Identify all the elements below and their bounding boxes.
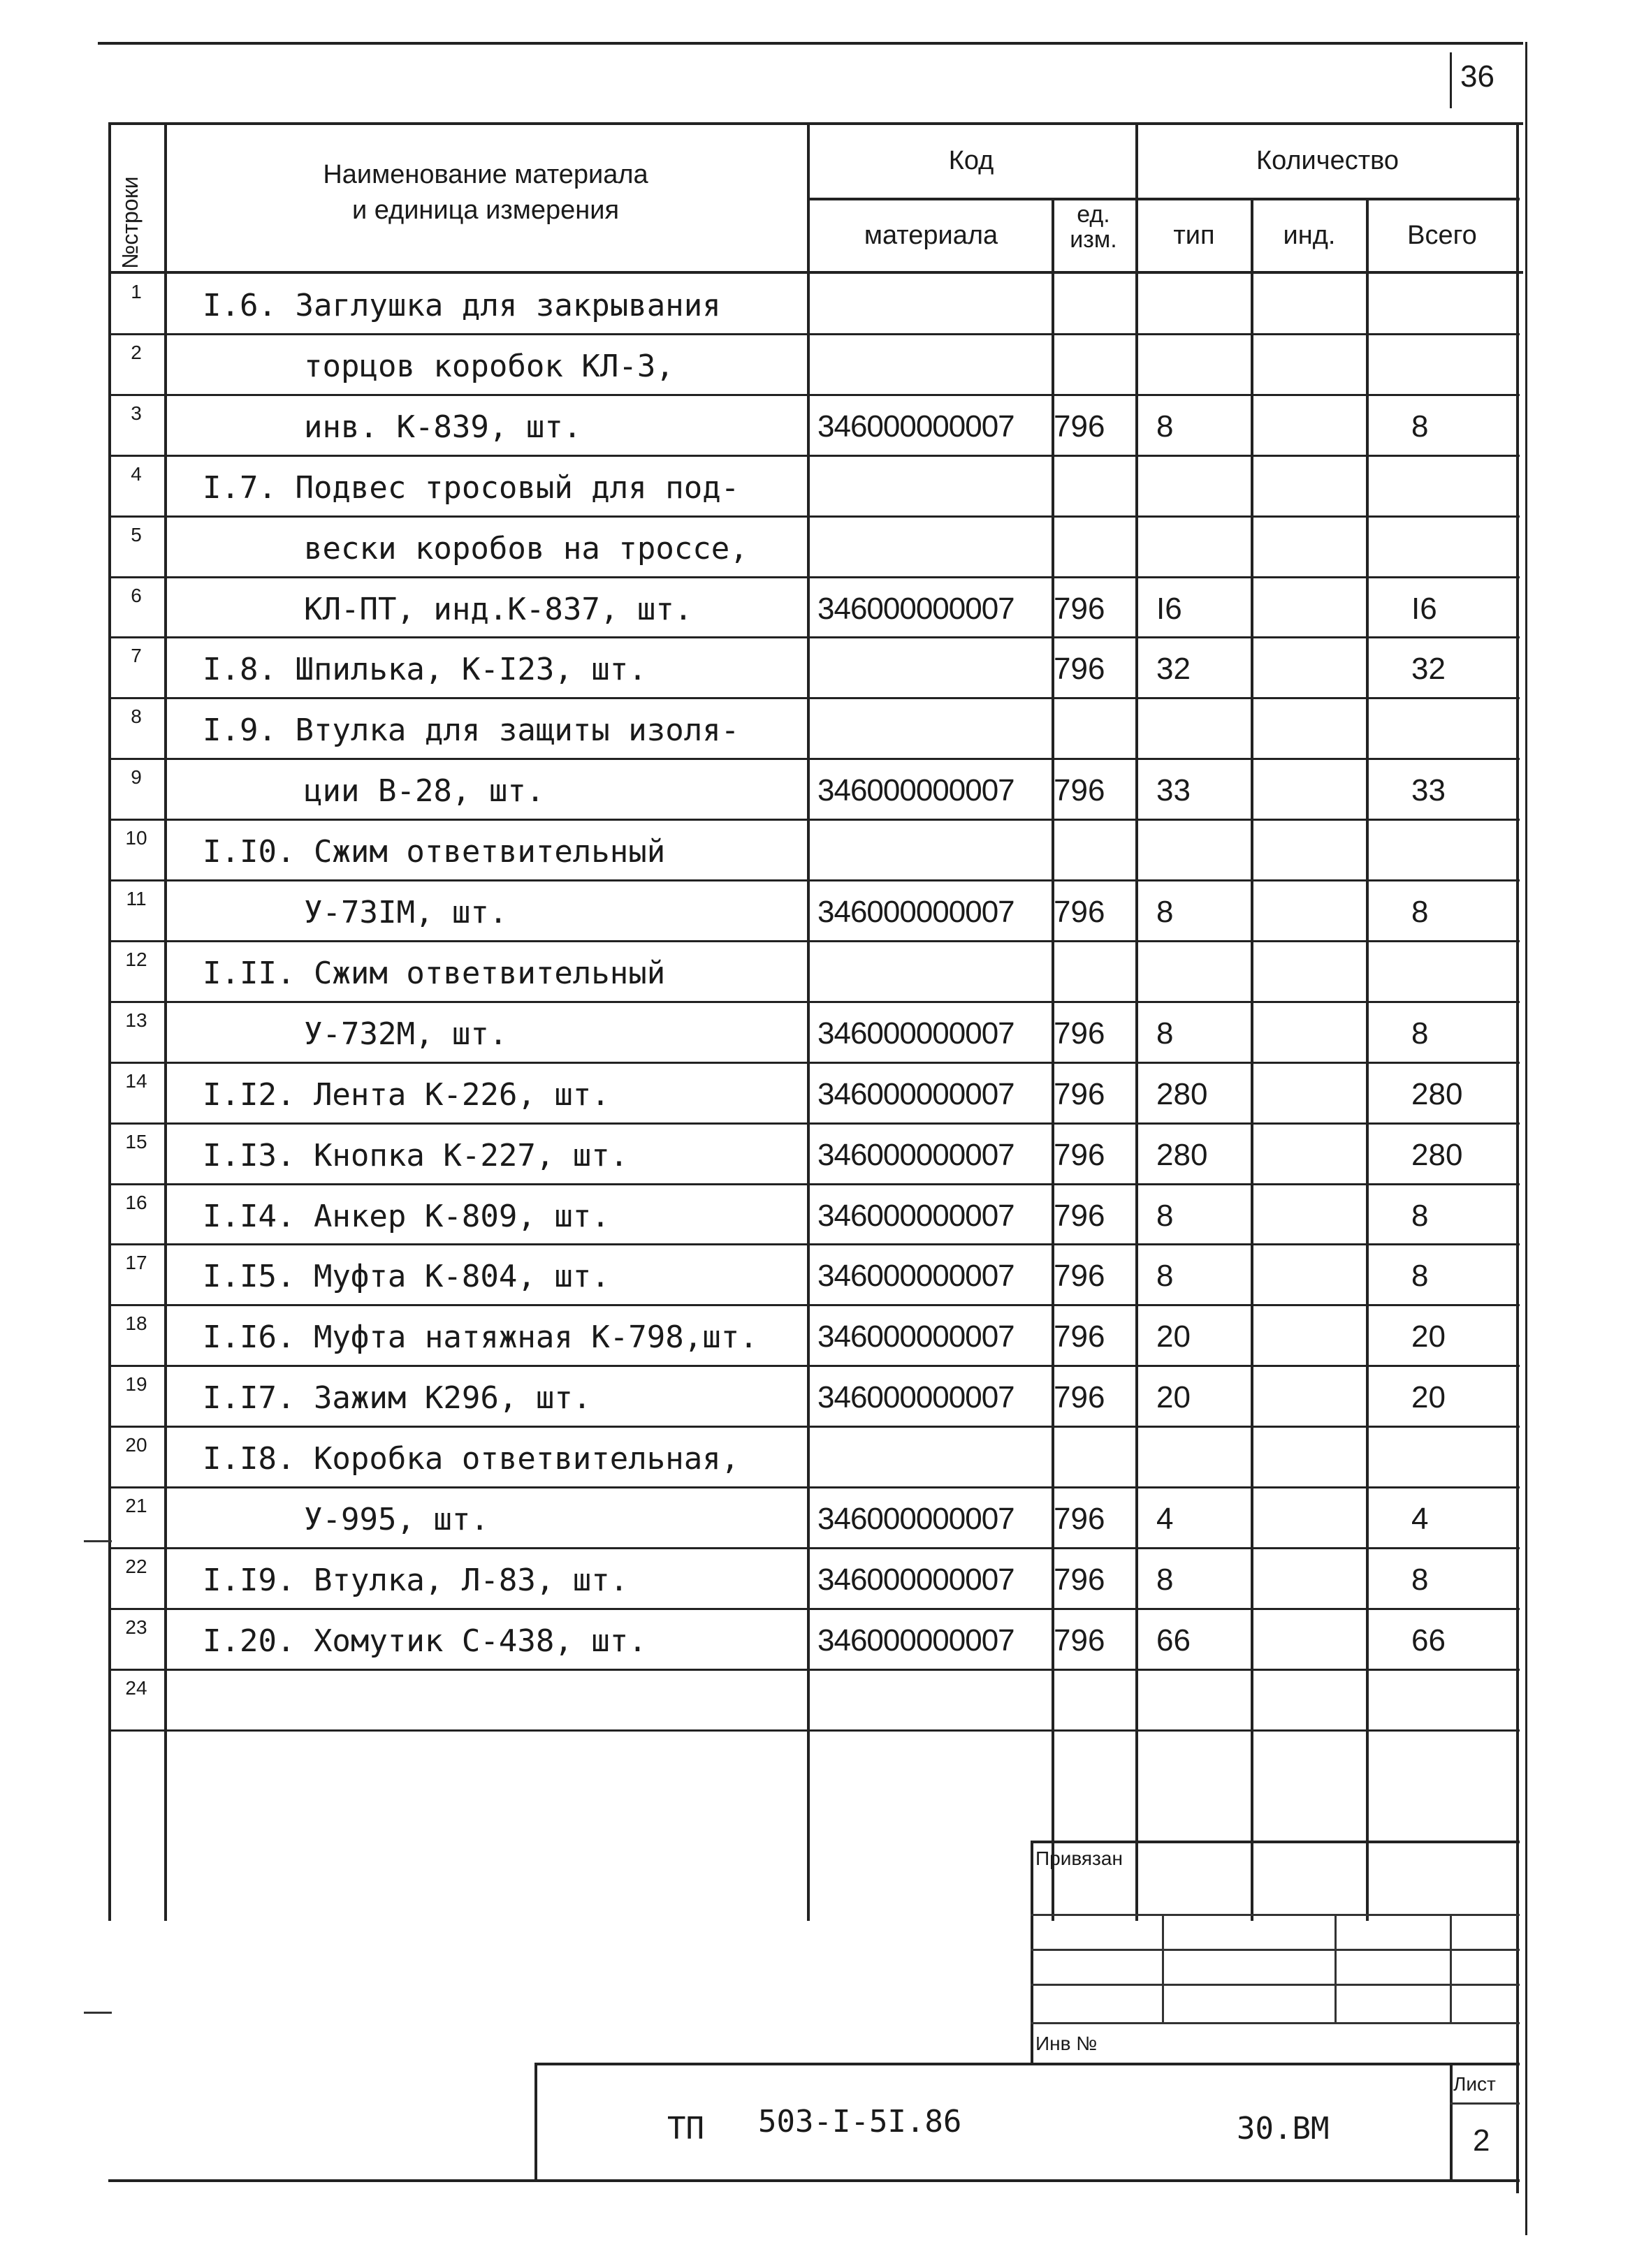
material-name: торцов коробок КЛ-3,	[304, 349, 674, 384]
unit-code: 796	[1054, 1623, 1105, 1658]
material-code: 346000000007	[817, 1563, 1014, 1597]
quantity-total: 32	[1411, 652, 1446, 686]
unit-code: 796	[1054, 1319, 1105, 1354]
unit-code: 796	[1054, 1077, 1105, 1111]
name-header	[168, 157, 803, 229]
individual-header: инд.	[1283, 221, 1336, 250]
name-header-line2: и единица измерения	[351, 196, 620, 226]
unit-code: 796	[1054, 1502, 1105, 1536]
material-code: 346000000007	[817, 1016, 1014, 1051]
name-header-line1: Наименование материала	[323, 160, 648, 189]
quantity-total: 280	[1411, 1077, 1463, 1111]
material-code-header: материала	[864, 221, 998, 250]
quantity-total: 8	[1411, 409, 1429, 444]
quantity-total: 33	[1411, 773, 1446, 807]
row-number: 15	[125, 1131, 147, 1153]
row-number: 22	[125, 1556, 147, 1577]
material-name: I.I9. Втулка, Л-83, шт.	[203, 1563, 629, 1598]
quantity-type: 33	[1156, 773, 1191, 807]
unit-code: 796	[1054, 652, 1105, 686]
quantity-type: 8	[1156, 409, 1174, 444]
sheet-number: 2	[1473, 2123, 1490, 2158]
material-code: 346000000007	[817, 1077, 1014, 1111]
quantity-total: 8	[1411, 1016, 1429, 1051]
material-name: I.8. Шпилька, К-I23, шт.	[203, 652, 647, 687]
row-number: 5	[131, 524, 142, 546]
row-number: 9	[131, 766, 142, 788]
quantity-type: 66	[1156, 1623, 1191, 1658]
quantity-type: 8	[1156, 1016, 1174, 1051]
material-name: I.I6. Муфта натяжная К-798,шт.	[203, 1319, 758, 1355]
document-code: 30.ВМ	[1237, 2111, 1330, 2146]
quantity-total: 8	[1411, 1563, 1429, 1597]
quantity-total: 20	[1411, 1380, 1446, 1414]
document-prefix: ТП	[667, 2111, 704, 2146]
quantity-total: I6	[1411, 592, 1437, 626]
page-number: 36	[1460, 59, 1494, 94]
quantity-total: 8	[1411, 1199, 1429, 1233]
unit-code: 796	[1054, 1259, 1105, 1293]
row-number: 16	[125, 1192, 147, 1213]
material-name: инв. К-839, шт.	[304, 409, 582, 445]
quantity-total: 20	[1411, 1319, 1446, 1354]
quantity-type: 20	[1156, 1319, 1191, 1354]
unit-code: 796	[1054, 1199, 1105, 1233]
material-name: КЛ-ПТ, инд.К-837, шт.	[304, 592, 693, 627]
row-number: 17	[125, 1252, 147, 1273]
material-name: I.20. Хомутик С-438, шт.	[203, 1623, 647, 1659]
bound-label: Привязан	[1035, 1848, 1123, 1869]
material-name: I.9. Втулка для защиты изоля-	[203, 712, 740, 748]
unit-code: 796	[1054, 409, 1105, 444]
material-name: I.6. Заглушка для закрывания	[203, 288, 721, 323]
row-number: 7	[131, 645, 142, 666]
quantity-type: 20	[1156, 1380, 1191, 1414]
row-number: 14	[125, 1070, 147, 1092]
material-name: I.I0. Сжим ответвительный	[203, 834, 666, 870]
row-number: 4	[131, 463, 142, 485]
material-name: I.I8. Коробка ответвительная,	[203, 1441, 740, 1477]
material-code: 346000000007	[817, 409, 1014, 444]
material-code: 346000000007	[817, 773, 1014, 807]
material-name: вески коробов на троссе,	[304, 531, 748, 566]
sheet-label: Лист	[1453, 2073, 1496, 2095]
unit-code: 796	[1054, 592, 1105, 626]
quantity-type: 280	[1156, 1077, 1208, 1111]
row-number: 2	[131, 342, 142, 363]
quantity-header: Количество	[1256, 146, 1399, 175]
material-name: ции В-28, шт.	[304, 773, 545, 809]
material-code: 346000000007	[817, 1502, 1014, 1536]
unit-header-line2: изм.	[1070, 226, 1117, 253]
row-number: 8	[131, 705, 142, 727]
quantity-type: 4	[1156, 1502, 1174, 1536]
code-header: Код	[948, 146, 994, 175]
unit-code: 796	[1054, 1138, 1105, 1172]
material-code: 346000000007	[817, 1138, 1014, 1172]
row-number-header: №строки	[117, 176, 143, 269]
quantity-type: 280	[1156, 1138, 1208, 1172]
quantity-type: 8	[1156, 1563, 1174, 1597]
row-number: 20	[125, 1434, 147, 1456]
material-name: I.I5. Муфта К-804, шт.	[203, 1259, 610, 1294]
unit-code: 796	[1054, 1380, 1105, 1414]
material-code: 346000000007	[817, 1380, 1014, 1414]
material-name: У-995, шт.	[304, 1502, 489, 1537]
quantity-total: 8	[1411, 1259, 1429, 1293]
material-name: I.I7. Зажим К296, шт.	[203, 1380, 592, 1416]
material-name: I.7. Подвес тросовый для под-	[203, 470, 740, 506]
material-code: 346000000007	[817, 1319, 1014, 1354]
quantity-total: 66	[1411, 1623, 1446, 1658]
row-number: 11	[126, 888, 147, 909]
row-number: 19	[125, 1373, 147, 1395]
quantity-total: 280	[1411, 1138, 1463, 1172]
row-number: 18	[125, 1312, 147, 1334]
material-code: 346000000007	[817, 592, 1014, 626]
unit-code: 796	[1054, 895, 1105, 929]
unit-code: 796	[1054, 1563, 1105, 1597]
row-number: 21	[125, 1495, 147, 1516]
row-number: 3	[131, 402, 142, 424]
material-code: 346000000007	[817, 895, 1014, 929]
material-code: 346000000007	[817, 1199, 1014, 1233]
quantity-type: I6	[1156, 592, 1182, 626]
total-header: Всего	[1407, 221, 1477, 250]
material-code: 346000000007	[817, 1623, 1014, 1658]
quantity-type: 8	[1156, 1199, 1174, 1233]
quantity-total: 8	[1411, 895, 1429, 929]
row-number: 13	[125, 1009, 147, 1031]
inventory-label: Инв №	[1035, 2033, 1098, 2054]
unit-header	[1052, 203, 1135, 252]
row-number: 23	[125, 1616, 147, 1638]
material-name: У-732M, шт.	[304, 1016, 508, 1052]
material-name: У-73IM, шт.	[304, 895, 508, 930]
unit-code: 796	[1054, 773, 1105, 807]
unit-code: 796	[1054, 1016, 1105, 1051]
material-name: I.I4. Анкер К-809, шт.	[203, 1199, 610, 1234]
quantity-type: 32	[1156, 652, 1191, 686]
type-header: тип	[1173, 221, 1215, 250]
row-number: 6	[131, 585, 142, 606]
row-number: 24	[125, 1677, 147, 1699]
row-number: 10	[125, 827, 147, 849]
row-number: 1	[131, 281, 142, 302]
unit-header-line1: ед.	[1077, 201, 1110, 228]
document-number: 503-I-5I.86	[758, 2104, 962, 2139]
material-name: I.I3. Кнопка К-227, шт.	[203, 1138, 629, 1173]
quantity-type: 8	[1156, 1259, 1174, 1293]
quantity-total: 4	[1411, 1502, 1429, 1536]
material-code: 346000000007	[817, 1259, 1014, 1293]
material-name: I.II. Сжим ответвительный	[203, 956, 666, 991]
material-name: I.I2. Лента К-226, шт.	[203, 1077, 610, 1113]
row-number: 12	[125, 949, 147, 970]
quantity-type: 8	[1156, 895, 1174, 929]
